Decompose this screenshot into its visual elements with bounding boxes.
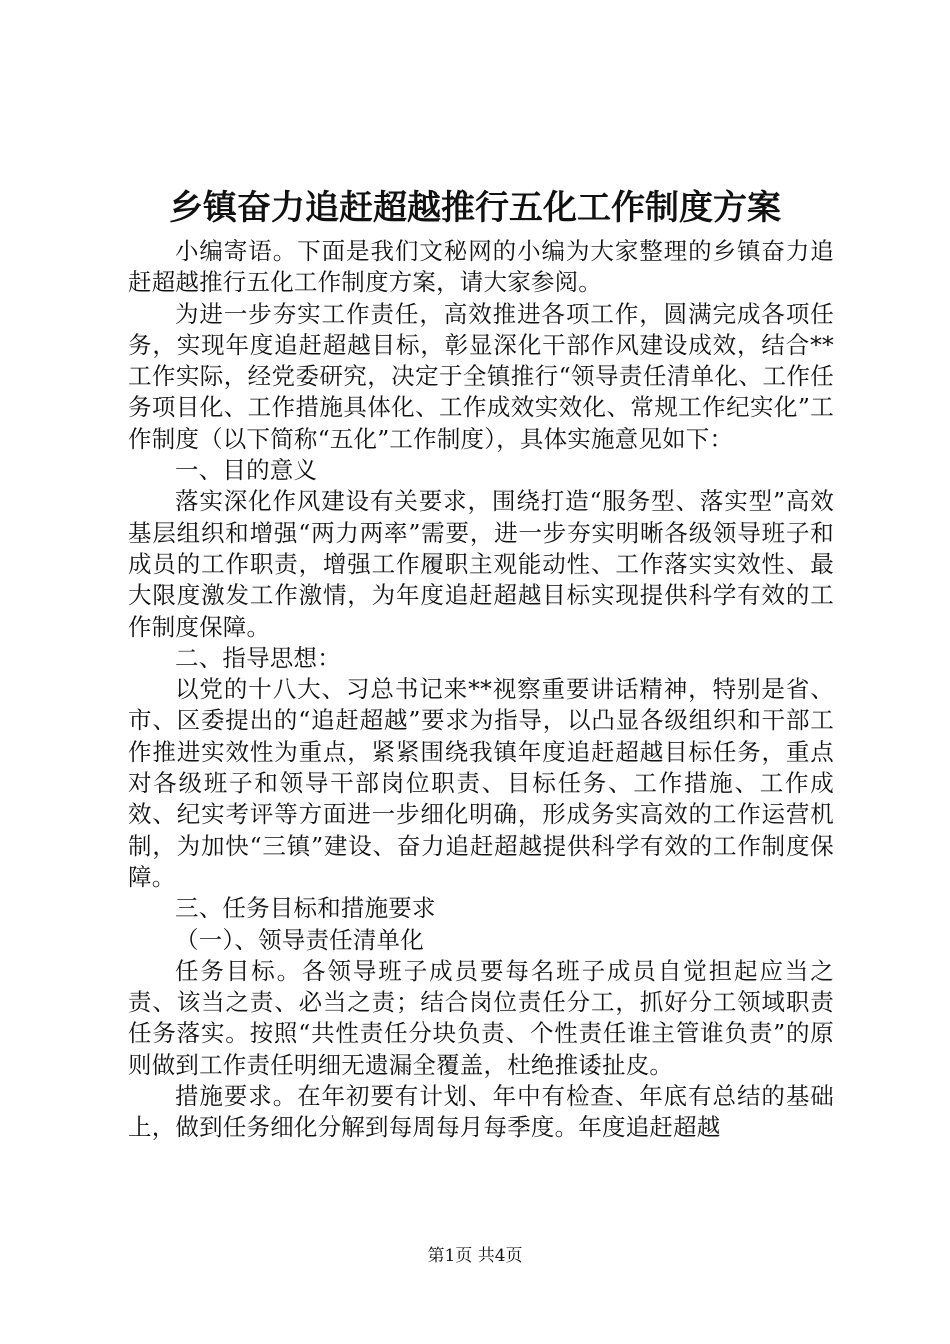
- paragraph-task-goals: 任务目标。各领导班子成员要每名班子成员自觉担起应当之责、该当之责、必当之责；结合岗位责任分工，抓好分工领域职责任务落实。按照“共性责任分块负责、个性责任谁主管谁负责”的原则做到工作责任明细无遗漏全覆盖，杜绝推诿扯皮。: [128, 956, 834, 1079]
- paragraph-purpose: 落实深化作风建设有关要求，围绕打造“服务型、落实型”高效基层组织和增强“两力两率”需要，进一步夯实明晰各级领导班子和成员的工作职责，增强工作履职主观能动性、工作落实实效性、最大限度激发工作激情，为年度追赶超越目标实现提供科学有效的工作制度保障。: [128, 487, 834, 641]
- paragraph-intro: 小编寄语。下面是我们文秘网的小编为大家整理的乡镇奋力追赶超越推行五化工作制度方案，请大家参阅。: [128, 237, 834, 297]
- paragraph-overview: 为进一步夯实工作责任，高效推进各项工作，圆满完成各项任务，实现年度追赶超越目标，彰显深化干部作风建设成效，结合**工作实际，经党委研究，决定于全镇推行“领导责任清单化、工作任务项目化、工作措施具体化、工作成效实效化、常规工作纪实化”工作制度（以下简称“五化”工作制度），具体实施意见如下：: [128, 299, 834, 453]
- section-heading-guidance: 二、指导思想：: [175, 643, 341, 672]
- subsection-heading-leadership: （一）、领导责任清单化: [175, 925, 424, 954]
- section-heading-purpose: 一、目的意义: [175, 456, 318, 485]
- paragraph-measures: 措施要求。在年初要有计划、年中有检查、年底有总结的基础上，做到任务细化分解到每周每月每季度。年度追赶超越: [128, 1082, 834, 1142]
- page-footer: 第1页 共4页: [427, 1246, 523, 1266]
- paragraph-guidance: 以党的十八大、习总书记来**视察重要讲话精神，特别是省、市、区委提出的“追赶超越”要求为指导，以凸显各级组织和干部工作推进实效性为重点，紧紧围绕我镇年度追赶超越目标任务，重点对各级班子和领导干部岗位职责、目标任务、工作措施、工作成效、纪实考评等方面进一步细化明确，形成务实高效的工作运营机制，为加快“三镇”建设、奋力追赶超越提供科学有效的工作制度保障。: [128, 675, 834, 891]
- section-heading-tasks: 三、任务目标和措施要求: [175, 894, 436, 923]
- document-title: 乡镇奋力追赶超越推行五化工作制度方案: [169, 188, 781, 228]
- document-body: [128, 236, 834, 1144]
